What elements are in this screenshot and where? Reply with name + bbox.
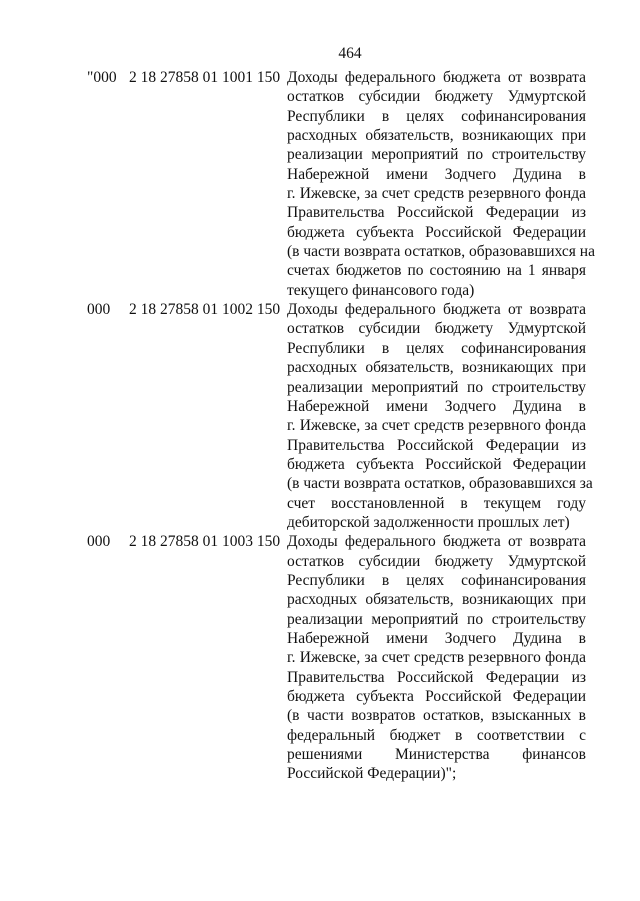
description-line: реализации мероприятий по строительству bbox=[287, 610, 586, 628]
description-line: (в части возвратов остатков, взысканных в bbox=[287, 707, 586, 725]
description-line: реализации мероприятий по строительству bbox=[287, 146, 586, 164]
description-line: (в части возврата остатков, образовавшихся на bbox=[287, 243, 595, 261]
budget-code-table bbox=[0, 68, 640, 784]
budget-classification-code: 2 18 27858 01 1001 150 bbox=[129, 69, 281, 86]
budget-classification-code: 2 18 27858 01 1003 150 bbox=[129, 533, 281, 551]
description-line: Доходы федерального бюджета от возврата bbox=[287, 533, 586, 551]
description-line: Республики в целях софинансирования bbox=[287, 107, 586, 125]
description-line: счетах бюджетов по состоянию на 1 января bbox=[287, 262, 586, 280]
description-line: остатков субсидии бюджету Удмуртской bbox=[287, 320, 586, 338]
budget-classification-code: 2 18 27858 01 1002 150 bbox=[129, 301, 281, 319]
description-line: расходных обязательств, возникающих при bbox=[287, 591, 586, 609]
description-line: Доходы федерального бюджета от возврата bbox=[287, 69, 586, 86]
description-line: Республики в целях софинансирования bbox=[287, 339, 586, 357]
description-line: Набережной имени Зодчего Дудина в bbox=[287, 397, 586, 415]
description-line: Набережной имени Зодчего Дудина в bbox=[287, 629, 586, 647]
description-line: Правительства Российской Федерации из bbox=[287, 668, 586, 686]
description-line: Республики в целях софинансирования bbox=[287, 571, 586, 589]
description-line: г. Ижевске, за счет средств резервного фонда bbox=[287, 417, 586, 435]
description-line: счет восстановленной в текущем году bbox=[287, 494, 586, 512]
table-row bbox=[0, 532, 640, 783]
income-description bbox=[287, 532, 586, 783]
description-line: бюджета субъекта Российской Федерации bbox=[287, 688, 586, 705]
description-line: решениями Министерства финансов bbox=[287, 746, 586, 764]
admin-code: 000 bbox=[87, 533, 111, 551]
description-line: г. Ижевске, за счет средств резервного фонда bbox=[287, 185, 586, 203]
description-line: остатков субсидии бюджету Удмуртской bbox=[287, 88, 586, 106]
description-line: расходных обязательств, возникающих при bbox=[287, 127, 586, 145]
description-line: остатков субсидии бюджету Удмуртской bbox=[287, 552, 586, 570]
description-line: федеральный бюджет в соответствии с bbox=[287, 726, 586, 744]
description-line: бюджета субъекта Российской Федерации bbox=[287, 223, 586, 241]
admin-code: 000 bbox=[87, 301, 111, 319]
description-line: Правительства Российской Федерации из bbox=[287, 436, 586, 454]
table-row bbox=[0, 68, 640, 300]
description-line: Российской Федерации)"; bbox=[287, 765, 457, 783]
description-line: Доходы федерального бюджета от возврата bbox=[287, 301, 586, 319]
income-description bbox=[287, 300, 593, 532]
description-line: реализации мероприятий по строительству bbox=[287, 378, 586, 396]
page-number: 464 bbox=[338, 45, 362, 62]
admin-code: "000 bbox=[87, 69, 117, 86]
description-line: (в части возврата остатков, образовавшихся за bbox=[287, 475, 593, 493]
description-line: бюджета субъекта Российской Федерации bbox=[287, 455, 586, 473]
description-line: Правительства Российской Федерации из bbox=[287, 204, 586, 222]
description-line: текущего финансового года) bbox=[287, 281, 475, 299]
description-line: расходных обязательств, возникающих при bbox=[287, 359, 586, 377]
description-line: дебиторской задолженности прошлых лет) bbox=[287, 513, 570, 531]
description-line: Набережной имени Зодчего Дудина в bbox=[287, 165, 586, 183]
income-description bbox=[287, 68, 595, 300]
table-row bbox=[0, 300, 640, 532]
description-line: г. Ижевске, за счет средств резервного фонда bbox=[287, 649, 586, 667]
